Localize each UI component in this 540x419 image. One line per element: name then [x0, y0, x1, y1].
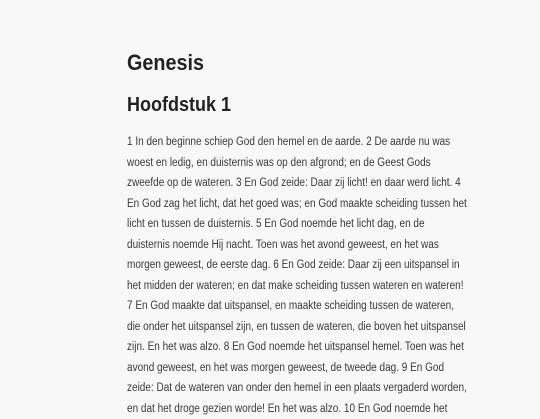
text-line: avond geweest, en het was morgen geweest, de tweede dag. 9 En God — [127, 358, 379, 379]
text-line: duisternis noemde Hij nacht. Toen was het avond geweest, en het was — [127, 235, 379, 256]
text-line: die onder het uitspansel zijn, en tussen de wateren, die boven het uitspansel — [127, 317, 379, 338]
chapter-text — [127, 132, 417, 419]
text-line: en dat het droge gezien worde! En het was alzo. 10 En God noemde het — [127, 399, 379, 419]
text-line: 7 En God maakte dat uitspansel, en maakte scheiding tussen de wateren, — [127, 296, 379, 317]
text-line: het midden der wateren; en dat make scheiding tussen wateren en wateren! — [127, 276, 379, 297]
text-line: licht en tussen de duisternis. 5 En God noemde het licht dag, en de — [127, 214, 379, 235]
text-line: woest en ledig, en duisternis was op den afgrond; en de Geest Gods — [127, 153, 379, 174]
chapter-title: Hoofdstuk 1 — [127, 91, 388, 119]
text-line: En God zag het licht, dat het goed was; en God maakte scheiding tussen het — [127, 194, 379, 215]
text-line: zweefde op de wateren. 3 En God zeide: Daar zij licht! en daar werd licht. 4 — [127, 173, 379, 194]
text-line: zijn. En het was alzo. 8 En God noemde het uitspansel hemel. Toen was het — [127, 337, 379, 358]
text-line: morgen geweest, de eerste dag. 6 En God zeide: Daar zij een uitspansel in — [127, 255, 379, 276]
chapter-content — [127, 48, 417, 419]
text-line: zeide: Dat de wateren van onder den hemel in een plaats vergaderd worden, — [127, 378, 379, 399]
text-line: 1 In den beginne schiep God den hemel en de aarde. 2 De aarde nu was — [127, 132, 379, 153]
book-title: Genesis — [127, 48, 388, 78]
